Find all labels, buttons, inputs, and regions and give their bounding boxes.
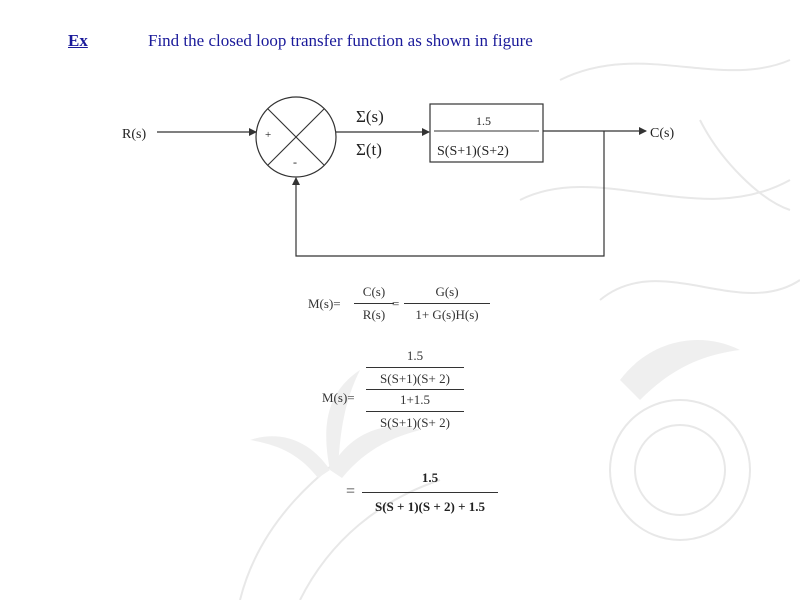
eq2-lhs: M(s)=: [322, 390, 355, 405]
input-label: R(s): [122, 127, 147, 142]
eq2-main-bar: [366, 389, 464, 390]
eq2-top-numerator: 1.5: [406, 348, 424, 363]
eq3-equals: =: [346, 483, 356, 500]
eq1-frac2-numerator: G(s): [435, 284, 459, 299]
eq1-frac2-denominator: 1+ G(s)H(s): [415, 307, 479, 322]
eq1-lhs: M(s)=: [308, 296, 341, 311]
sum-plus-sign: +: [265, 129, 272, 141]
eq3-fraction: [362, 470, 498, 515]
output-label: C(s): [650, 126, 675, 141]
eq2-top-denominator: S(S+1)(S+ 2): [380, 371, 450, 386]
example-label: Ex: [68, 31, 88, 50]
eq2-bottom-denominator: S(S+1)(S+ 2): [380, 415, 450, 430]
eq1-equals: =: [392, 296, 400, 311]
eq3-bar: [362, 492, 498, 493]
error-label-top: Σ(s): [356, 107, 384, 126]
plant-numerator: 1.5: [476, 114, 491, 128]
error-label-bottom: Σ(t): [356, 140, 382, 159]
eq1-frac2-bar: [404, 303, 490, 304]
eq1-fraction-2: [404, 284, 490, 323]
problem-statement: Find the closed loop transfer function as shown in figure: [148, 31, 533, 50]
eq1-frac1-numerator: C(s): [362, 284, 386, 299]
eq2-top-bar: [366, 367, 464, 368]
sum-minus-sign: -: [293, 155, 297, 169]
eq1-frac1-denominator: R(s): [362, 307, 386, 322]
eq1-frac1-bar: [354, 303, 394, 304]
eq2-bottom-fraction: [366, 392, 464, 431]
eq2-top-fraction: [366, 348, 464, 387]
eq3-numerator: 1.5: [421, 470, 439, 485]
eq3-denominator: S(S + 1)(S + 2) + 1.5: [375, 499, 485, 514]
eq2-bottom-bar: [366, 411, 464, 412]
eq1-fraction-1: [354, 284, 394, 323]
eq2-bottom-numerator: 1+1.5: [399, 392, 431, 407]
eq2-compound-fraction: [366, 348, 464, 431]
plant-denominator: S(S+1)(S+2): [437, 144, 509, 159]
